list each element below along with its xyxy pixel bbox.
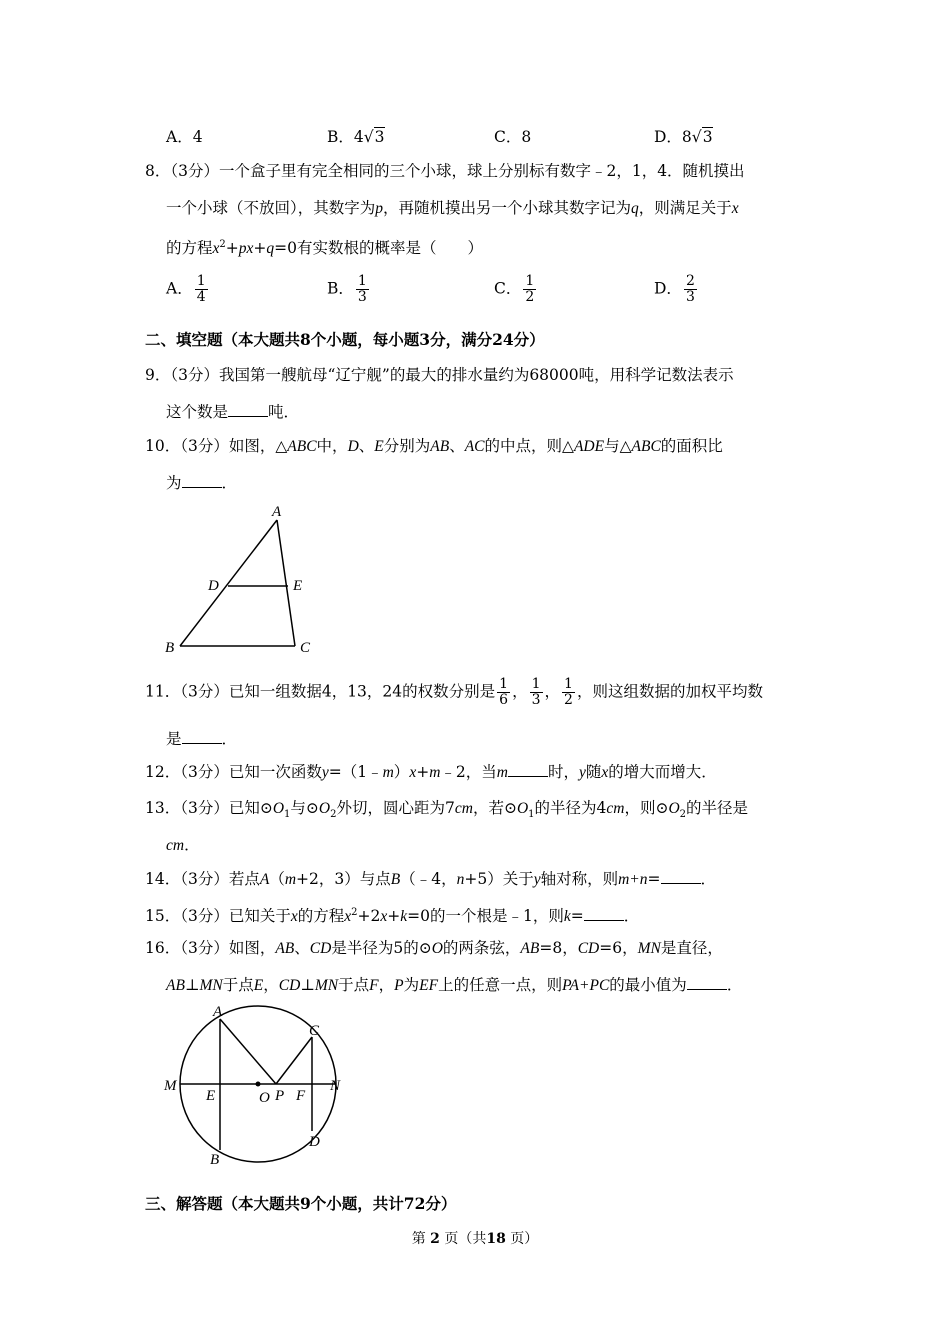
label-b: B <box>210 1152 220 1168</box>
q7-option-c: C．8 <box>494 128 532 146</box>
q15-line: 15．（3分）已知关于x的方程$x^2+2x+k=0$的一个根是﹣1，则k= ． <box>145 907 640 926</box>
label-f: F <box>296 1088 306 1104</box>
q8-option-c: C． $\frac{1}{2}$ <box>494 273 535 305</box>
q8-option-a: A． $\frac{1}{4}$ <box>166 273 206 305</box>
q8-option-b: B． $\frac{1}{3}$ <box>327 273 367 305</box>
q12-line: 12．（3分）已知一次函数y=（1﹣m）x+m﹣2，当m 时，y随x的增大而增大． <box>145 763 717 781</box>
label-o: O <box>259 1090 270 1106</box>
label-n: N <box>330 1078 341 1094</box>
q13-line-1: 13．（3分）已知$⊙O_1$与$⊙O_2$外切，圆心距为7cm，若$⊙O_1$的半径为4cm，则$⊙O_2$的半径是 <box>145 799 749 821</box>
q8-line-1: 8．（3分）一个盒子里有完全相同的三个小球，球上分别标有数字﹣2，1，4．随机摸出 <box>145 162 745 180</box>
q16-line-2: AB⊥MN于点E，CD⊥MN于点F，P为EF上的任意一点，则PA+PC的最小值为 ． <box>166 976 743 994</box>
circle-figure <box>158 1002 358 1174</box>
q14-line: 14．（3分）若点A（m+2，3）与点B（﹣4，n+5）关于y轴对称，则m+n= ． <box>145 870 717 888</box>
q8-line-3: 的方程$x^2+px+q=0$有实数根的概率是（ ） <box>166 239 484 258</box>
answer-blank <box>228 402 268 417</box>
answer-blank <box>182 473 222 488</box>
q8-line-2: 一个小球（不放回），其数字为p，再随机摸出另一个小球其数字记为q，则满足关于x <box>166 199 739 217</box>
q10-line-2: 为 ． <box>166 474 238 492</box>
label-e: E <box>293 578 303 594</box>
segment-pc <box>276 1037 312 1084</box>
label-p: P <box>275 1088 285 1104</box>
answer-blank <box>508 762 548 777</box>
q7-option-b: B．4√3 <box>327 128 385 146</box>
label-d: D <box>309 1134 320 1150</box>
q16-line-1: 16．（3分）如图，AB、CD是半径为5的⊙O的两条弦，AB=8，CD=6，MN是直径， <box>145 939 723 957</box>
label-c: C <box>309 1023 320 1039</box>
side-ab <box>180 520 277 646</box>
label-a: A <box>272 504 282 520</box>
segment-pa <box>220 1019 276 1084</box>
label-d: D <box>208 578 219 594</box>
answer-blank <box>584 906 624 921</box>
label-b: B <box>165 640 175 656</box>
q11-line-2: 是 ． <box>166 730 238 748</box>
section-3-heading: 三、解答题（本大题共9个小题，共计72分） <box>145 1194 457 1213</box>
q13-line-2: cm． <box>166 836 200 854</box>
q10-line-1: 10．（3分）如图，△ABC中，D、E分别为AB、AC的中点，则△ADE与△ABC的面积比 <box>145 437 723 455</box>
q8-option-d: D． $\frac{2}{3}$ <box>654 273 695 305</box>
page-footer: 第 2 页（共18 页） <box>411 1231 539 1247</box>
q9-line-1: 9．（3分）我国第一艘航母“辽宁舰”的最大的排水量约为68000吨，用科学记数法表示 <box>145 366 734 384</box>
label-a: A <box>213 1004 223 1020</box>
answer-blank <box>687 975 727 990</box>
section-2-heading: 二、填空题（本大题共8个小题，每小题3分，满分24分） <box>145 330 545 349</box>
q7-option-d: D．8√3 <box>654 128 713 146</box>
label-m: M <box>164 1078 177 1094</box>
answer-blank <box>661 869 701 884</box>
triangle-figure <box>160 500 330 660</box>
q11-line-1: 11．（3分）已知一组数据4，13，24的权数分别是 $\frac{1}{6}$ ， $\frac{1}{3}$ ， $\frac{1}{2}$ ，则这组数据的加权平均数 <box>145 676 763 708</box>
center-point <box>256 1082 261 1087</box>
q9-line-2: 这个数是 吨． <box>166 403 300 421</box>
answer-blank <box>182 729 222 744</box>
label-c: C <box>300 640 311 656</box>
label-e: E <box>206 1088 216 1104</box>
q7-option-a: A．4 <box>166 128 203 146</box>
